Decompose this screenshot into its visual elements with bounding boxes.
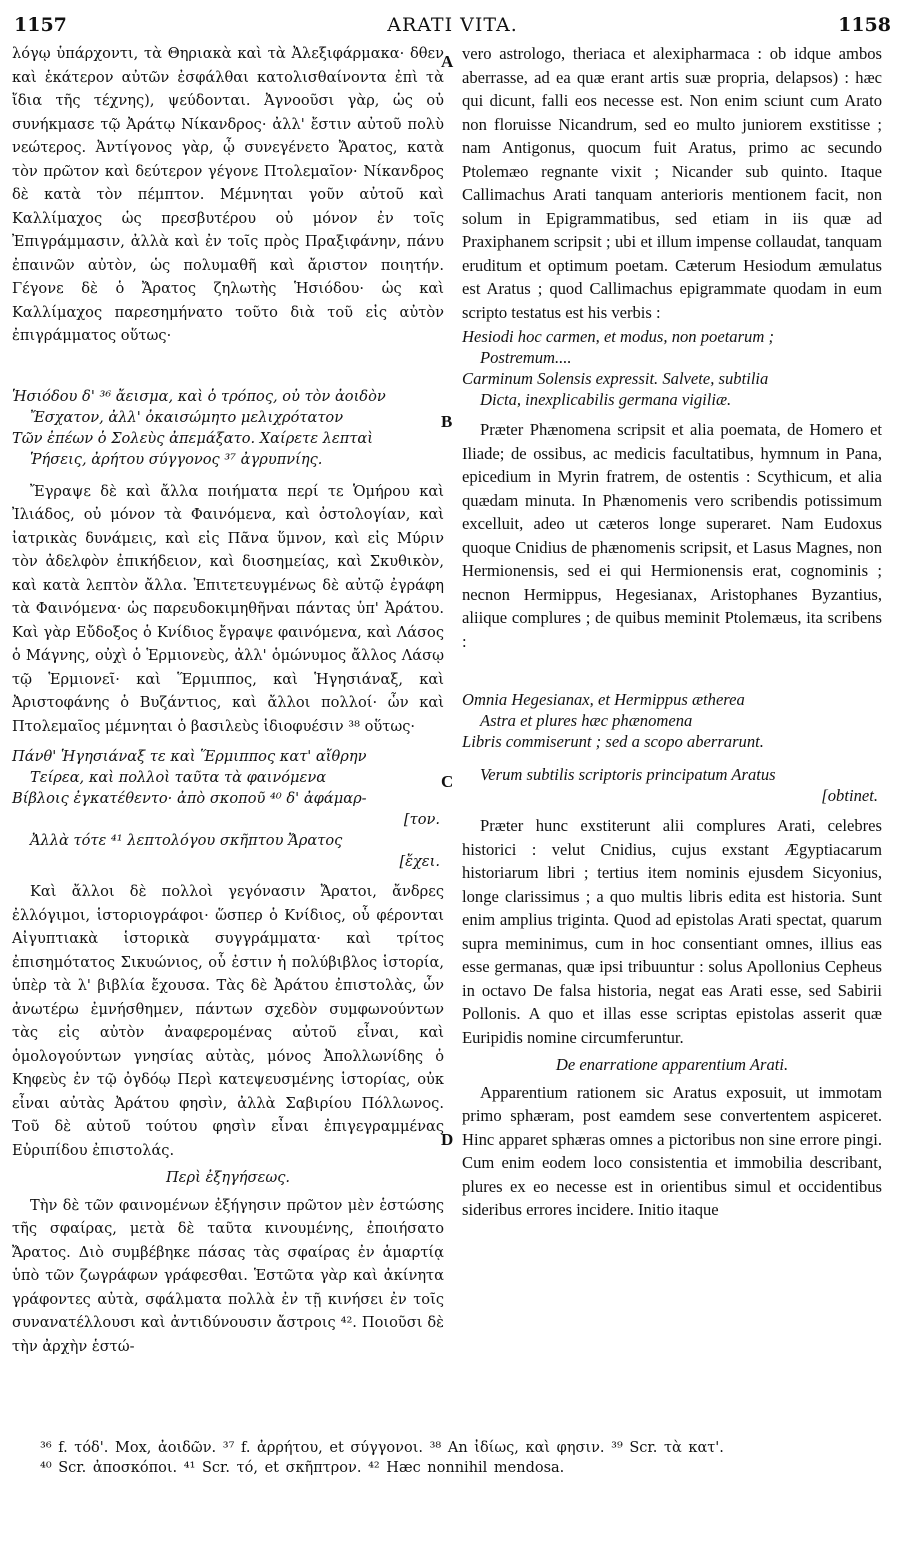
latin-verse: Astra et plures hæc phænomena xyxy=(480,711,693,730)
running-title: ARATI VITA. xyxy=(387,14,518,36)
greek-paragraph-1: λόγῳ ὑπάρχοντι, τὰ Θηριακὰ καὶ τὰ Ἀλεξιφάρμακα· δθεν καὶ ἑκάτερον αὐτῶν ἐσφάλθαι κατολισθαίνοντα ἐπὶ τὰ ἴδια τῆς τέχνης), ψεύδονται. Ἀγνοοῦσι γὰρ, ὡς οὐ συνήκμασε τῷ Ἀράτῳ Νίκανδρος· ἀλλ' ἔστιν αὐτοῦ πολὺ νεώτερος. Ἀντίγονος γὰρ, ᾧ συνεγένετο Ἄρατος, κατὰ τὸν πρῶτον καὶ δεύτερον γέγονε Πτολεμαῖον· Νίκανδρος δὲ κατὰ τὸν πέμπτον. Μέμνηται γοῦν αὐτοῦ καὶ Καλλίμαχος ὡς πρεσβυτέρου οὐ μόνον ἐν τοῖς Ἐπιγράμμασιν, ἀλλὰ καὶ ἐν τοῖς πρὸς Πραξιφάνην, πάνυ ἐπαινῶν αὐτὸν, ὡς πολυμαθῆ καὶ ἄριστον ποιητήν. Γέγονε δὲ ὁ Ἄρατος ζηλωτὴς Ἡσιόδου· ὡς καὶ Καλλίμαχος παρεσημήνατο τοῦτο διὰ τοῦ εἰς αὐτὸν ἐπιγράμματος οὕτως· xyxy=(12,45,444,344)
margin-letter-b: B xyxy=(441,412,453,431)
greek-verse: Ἀλλὰ τότε ⁴¹ λεπτολόγου σκῆπτου Ἄρατος xyxy=(30,832,343,849)
latin-paragraph-4: Apparentium rationem sic Aratus exposuit, ut immotam primo sphæram, post eamdem sese convertentem aspiceret. Hinc apparet sphæras omnes a pictoribus non sine errore pingi. Cum enim eodem loco consistentia et immobilia describant, plures ex eo necesse est in orientibus simul et occidentibus sideribus errores incidere. Initio itaque xyxy=(462,1082,882,1219)
latin-verse: Postremum.... xyxy=(480,348,572,367)
page-header xyxy=(14,14,891,44)
greek-epigram-ptolemy xyxy=(12,746,444,872)
latin-verse: Verum subtilis scriptoris principatum Aratus xyxy=(480,765,776,784)
greek-verse: Ἡσιόδου δ' ³⁶ ἄεισμα, καὶ ὁ τρόπος, οὐ τὸν ἀοιδὸν xyxy=(12,387,386,405)
footnote-line: ⁴⁰ Scr. ἀποσκόποι. ⁴¹ Scr. τό, et σκῆπτρον. ⁴² Hæc nonnihil mendosa. xyxy=(40,1460,565,1476)
greek-paragraph-4: Τὴν δὲ τῶν φαινομένων ἐξήγησιν πρῶτον μὲν ἑστώσης τῆς σφαίρας, μετὰ δὲ ταῦτα κινουμένης, ἐποιήσατο Ἄρατος. Διὸ συμβέβηκε πάσας τὰς σφαίρας ἐν ἁμαρτίᾳ ὑπὸ τῶν ζωγράφων γράφεσθαι. Ἑστῶτα γὰρ καὶ ἀκίνητα γράφοντες αὐτὰ, σφάλματα πολλὰ ἐν τῇ κινήσει ἐν τοῖς συνανατέλλουσι καὶ ἀντιδύνουσιν ἄστροις ⁴². Ποιοῦσι δὲ τὴν ἀρχὴν ἑστώ- xyxy=(12,1196,444,1355)
latin-epigram-callimachus xyxy=(462,326,882,410)
greek-verse: Τείρεα, καὶ πολλοὶ ταῦτα τὰ φαινόμενα xyxy=(30,769,327,786)
latin-verse: [obtinet. xyxy=(821,786,878,805)
greek-paragraph-2: Ἔγραψε δὲ καὶ ἄλλα ποιήματα περί τε Ὁμήρου καὶ Ἰλιάδος, οὐ μόνον τὰ Φαινόμενα, καὶ ὀστολογίαν, καὶ ἰατρικὰς δυνάμεις, καὶ εἰς Πᾶνα ὕμνον, καὶ εἰς Μύριν τὸν ἀδελφὸν ἐπικήδειον, καὶ διοσημείας, καὶ Σκυθικὸν, καὶ κατὰ λεπτὸν ἄλλα. Ἐπιτετευγμένως δὲ αὐτῷ ἐγράφη τὰ Φαινόμενα· ὡς παρευδοκιμηθῆναι πάντας ὑπ' Ἀράτου. Καὶ γὰρ Εὔδοξος ὁ Κνίδιος ἔγραψε φαινόμενα, καὶ Λάσος ὁ Μάγνης, οὐχὶ ὁ Ἑρμιονεὺς, ἀλλ' ὁμώνυμος ἄλλος Λάσῳ τῷ Ἑρμιονεῖ· καὶ Ἕρμιππος, καὶ Ἡγησιάναξ, καὶ Ἀριστοφάνης ὁ Βυζάντιος, καὶ ἄλλοι πολλοί· ὧν καὶ Πτολεμαῖος μέμνηται ὁ βασιλεὺς ἰδιοφυέσιν ³⁸ οὕτως· xyxy=(12,482,444,735)
footnote-line: ³⁶ f. τόδ'. Mox, ἀοιδῶν. ³⁷ f. ἀρρήτου, et σύγγονοι. ³⁸ An ἰδίως, καὶ φησιν. ³⁹ Scr. τὰ κατ'. xyxy=(40,1440,724,1456)
margin-letter-d: D xyxy=(441,1130,454,1149)
greek-verse: Βίβλοις ἐγκατέθεντο· ἀπὸ σκοποῦ ⁴⁰ δ' ἀφάμαρ- xyxy=(12,790,367,807)
latin-epigram-ptolemy xyxy=(462,689,882,806)
latin-verse: Dicta, inexplicabilis germana vigiliæ. xyxy=(480,390,732,409)
right-page-number: 1158 xyxy=(838,14,891,36)
latin-verse: Carminum Solensis expressit. Salvete, subtilia xyxy=(462,369,769,388)
latin-paragraph-2: Præter Phænomena scripsit et alia poemata, de Homero et Iliade; de ossibus, ac medicis facultatibus, hymnum in Pana, epicedium in Myrin fratrem, de ostentis : Scythicum, et alia quædam minuta. In Phænomenis vero scribendis potissimum excelluit, adeo ut cæteros longe superaret. Nam Eudoxus quoque Cnidius de phænomenis scripsit, et Lasus Magnes, non Hermionensis, sed ei qui Hermionensis erat, cognominis ; necnon Hermippus, Hegesianax, Aristophanes Byzantius, aliique complures ; de quibus meminit Ptolemæus, ita scribens : xyxy=(462,420,882,651)
greek-column xyxy=(12,42,444,1358)
latin-verse: Hesiodi hoc carmen, et modus, non poetarum ; xyxy=(462,327,775,346)
greek-verse: Τῶν ἐπέων ὁ Σολεὺς ἀπεμάξατο. Χαίρετε λεπταὶ xyxy=(12,429,373,447)
greek-verse: [ἔχει. xyxy=(399,853,440,870)
greek-verse: Πάνθ' Ἡγησιάναξ τε καὶ Ἕρμιππος κατ' αἴθρην xyxy=(12,748,367,765)
greek-verse: Ἔσχατον, ἀλλ' ὀκαισώμητο μελιχρότατον xyxy=(30,408,344,426)
margin-letter-a: A xyxy=(441,52,454,71)
greek-verse: Ῥήσεις, ἀρήτου σύγγονος ³⁷ ἀγρυπνίης. xyxy=(30,450,323,468)
greek-epigram-callimachus xyxy=(12,386,444,470)
latin-verse: Libris commiserunt ; sed a scopo aberrarunt. xyxy=(462,732,764,751)
latin-paragraph-1: vero astrologo, theriaca et alexipharmaca : ob idque ambos aberrasse, ad ea quæ erant artis suæ propria, delapsos) : hæc qui dicunt, falli eos necesse est. Non enim sciunt cum Arato non floruisse Nicandrum, sed eo multo juniorem exstitisse ; nam Antigonus, quocum fuit Aratus, primo ac secundo Ptolemæo regnante vixit ; Nicander sub quinto. Itaque Callimachus Arati tanquam anterioris mentionem facit, non solum in Epigrammatibus, sed etiam in iis quæ ad Praxiphanem scripsit ; ubi et illum impense collaudat, tanquam eruditum et optimum poetam. Cæterum Hesiodum æmulatus est Aratus ; quod Callimachus epigrammate quodam in eum scripto testatus est his verbis : xyxy=(462,44,882,322)
latin-column xyxy=(462,42,882,1222)
greek-paragraph-3: Καὶ ἄλλοι δὲ πολλοὶ γεγόνασιν Ἄρατοι, ἄνδρες ἐλλόγιμοι, ἱστοριογράφοι· ὥσπερ ὁ Κνίδιος, οὗ φέρονται Αἰγυπτιακὰ ἱστορικὰ συγγράμματα· καὶ τρίτος ἐπισημότατος Σικυώνιος, οὗ ἐστιν ἡ πολύβιβλος ἱστορία, ὑπὲρ τὰ λ' βιβλία ἔχουσα. Τὰς δὲ Ἀράτου ἐπιστολὰς, ὧν ἀνωτέρω ἐμνήσθημεν, πάντων σχεδὸν συμφωνούντων τὰς εἰς αὐτὸν ἀναφερομένας αὐτοῦ εἶναι, καὶ ὁμολογούντων γνησίας αὐτὰς, μόνος Ἀπολλωνίδης ὁ Κηφεὺς ἐν τῷ ὀγδόῳ Περὶ κατεψευσμένης ἱστορίας, οὐκ εἶναι αὐτὰς Ἀράτου φησὶν, ἀλλὰ Σαβιρίου Πόλλωνος. Τοῦ δὲ αὐτοῦ τούτου φησὶν εἶναι ἐπιγεγραμμένας Εὐριπίδου ἐπιστολάς. xyxy=(12,883,444,1159)
left-page-number: 1157 xyxy=(14,14,67,36)
latin-verse: Omnia Hegesianax, et Hermippus ætherea xyxy=(462,690,745,709)
greek-verse: [τον. xyxy=(403,811,440,828)
latin-paragraph-3: Præter hunc exstiterunt alii complures Arati, celebres historici : velut Cnidius, cujus exstant Ægyptiacarum historiarum libri ; tertius item nominis ejusdem Sicyonius, longe clarissimus ; a quo multis libris edita est historia. Sunt enim amplius triginta. Quod ad epistolas Arati spectat, quarum supra meminimus, cum in hoc consentiant omnes, illius eas esse germanas, quæ ipsi tribuuntur : solus Apollonius Cepheus in octavo De falsa historia, negat eas Arati esse, sed Sabirii Pollonis. A quo et illas esse scriptas epistolas asserit quæ Euripidis nomine circumferuntur. xyxy=(462,816,882,1047)
greek-section-heading: Περὶ ἐξηγήσεως. xyxy=(165,1169,291,1186)
footnotes xyxy=(40,1438,885,1478)
margin-letter-c: C xyxy=(441,772,454,791)
latin-section-heading: De enarratione apparentium Arati. xyxy=(555,1055,789,1074)
